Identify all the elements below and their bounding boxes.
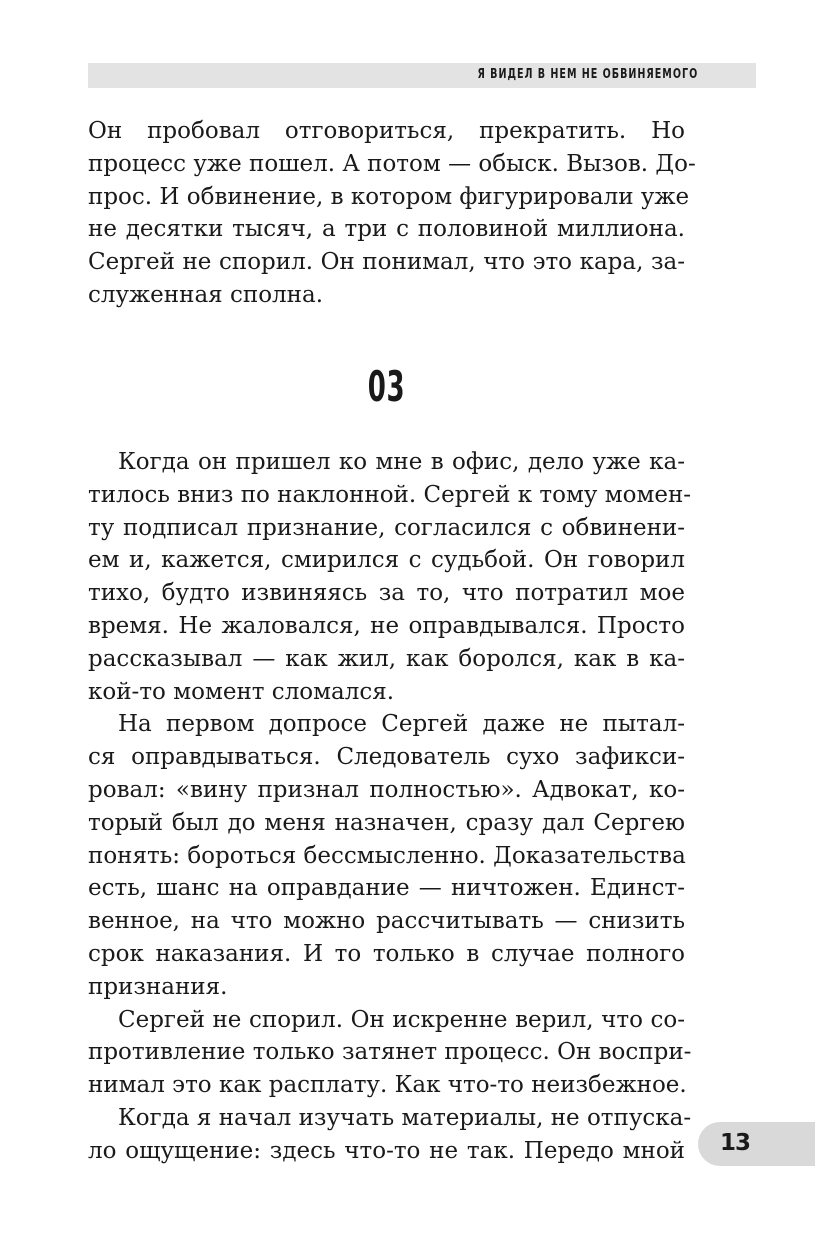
text-line: есть, шанс на оправдание — ничтожен. Единст-: [88, 875, 685, 902]
chapter-number: 03: [367, 362, 406, 411]
text-line: ло ощущение: здесь что-то не так. Передо мной: [88, 1137, 685, 1164]
running-head-bar: [88, 63, 756, 88]
text-line: ту подписал признание, согласился с обвинени-: [88, 514, 685, 541]
text-line: не десятки тысяч, а три с половиной миллиона.: [88, 216, 685, 243]
text-line: процесс уже пошел. А потом — обыск. Вызов. До-: [88, 150, 696, 177]
text-line: служенная сполна.: [88, 281, 324, 308]
text-line: венное, на что можно рассчитывать — снизить: [88, 908, 685, 935]
text-line: Когда он пришел ко мне в офис, дело уже ка-: [118, 449, 685, 475]
text-line: тихо, будто извиняясь за то, что потратил мое: [88, 580, 685, 607]
page-number-tab: [698, 1122, 815, 1166]
text-block-top: [88, 115, 696, 312]
text-line: ем и, кажется, смирился с судьбой. Он говорил: [88, 547, 685, 574]
text-line: Он пробовал отговориться, прекратить. Но: [88, 118, 685, 144]
text-line: понять: бороться бессмысленно. Доказательства: [88, 842, 686, 869]
text-line: противление только затянет процесс. Он воспри-: [88, 1039, 692, 1066]
text-line: прос. И обвинение, в котором фигурировали уже: [88, 183, 690, 210]
text-line: Когда я начал изучать материалы, не отпуска-: [118, 1104, 692, 1131]
text-line: кой-то момент сломался.: [88, 678, 395, 705]
text-line: нимал это как расплату. Как что-то неизбежное.: [88, 1072, 687, 1099]
text-line: Сергей не спорил. Он понимал, что это кара, за-: [88, 249, 685, 276]
text-line: ровал: «вину признал полностью». Адвокат, ко-: [88, 776, 685, 803]
text-block-main: [88, 446, 692, 1168]
text-line: тилось вниз по наклонной. Сергей к тому момен-: [88, 481, 692, 508]
text-line: рассказывал — как жил, как боролся, как в ка-: [88, 645, 685, 672]
text-line: На первом допросе Сергей даже не пытал-: [118, 711, 685, 738]
text-line: ся оправдываться. Следователь сухо зафикси-: [88, 744, 685, 771]
running-head: Я ВИДЕЛ В НЕМ НЕ ОБВИНЯЕМОГО: [477, 67, 698, 82]
text-line: Сергей не спорил. Он искренне верил, что со-: [118, 1006, 685, 1033]
text-line: время. Не жаловался, не оправдывался. Просто: [88, 612, 685, 639]
text-line: торый был до меня назначен, сразу дал Сергею: [88, 809, 685, 836]
page-number: 13: [720, 1130, 751, 1156]
text-line: признания.: [88, 973, 228, 1000]
text-line: срок наказания. И то только в случае полного: [88, 940, 685, 967]
